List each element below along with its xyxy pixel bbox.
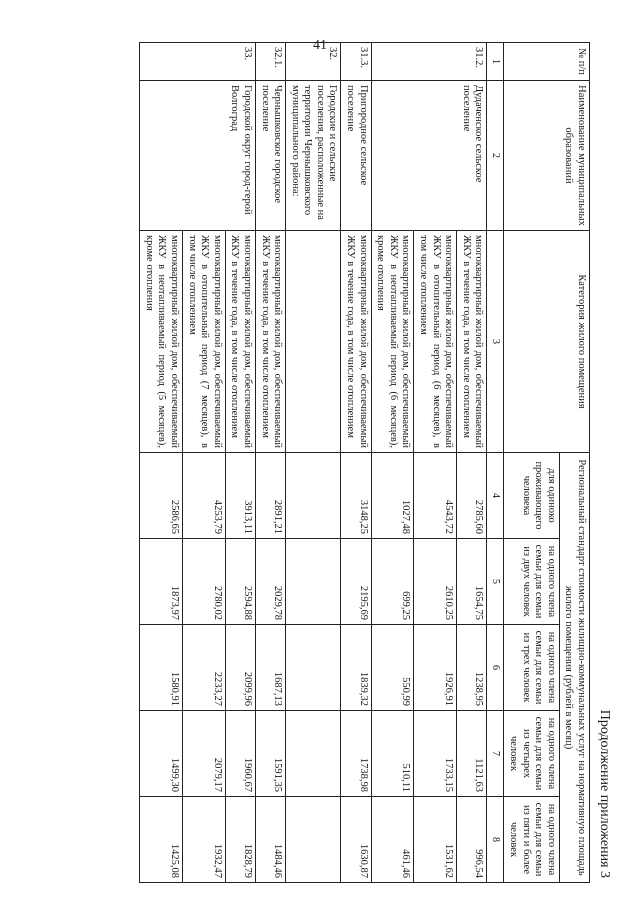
- continuation-note: Продолжение приложения 3: [597, 709, 612, 878]
- value-cell: 2891,21: [255, 453, 285, 539]
- empty-cell: [286, 711, 341, 797]
- value-cell: 1591,35: [255, 711, 285, 797]
- value-cell: 1531,62: [414, 797, 457, 883]
- value-cell: 2233,27: [182, 625, 225, 711]
- category-cell: многоквартирный жилой дом, обеспечиваемый ЖКУ в течение года, в том числе отоплением: [341, 231, 371, 453]
- category-cell: многоквартирный жилой дом, обеспечиваемый ЖКУ в неотапливаемый период (6 месяцев), кроме отопления: [371, 231, 414, 453]
- column-number: 6: [487, 625, 504, 711]
- column-number: 5: [487, 539, 504, 625]
- municipality-name: Городские и сельские поселения, расположенные на территории Чернышковского муниципального района:: [286, 81, 341, 231]
- empty-cell: [286, 797, 341, 883]
- value-cell: 1828,79: [225, 797, 255, 883]
- value-cell: 1425,08: [140, 797, 183, 883]
- value-cell: 461,46: [371, 797, 414, 883]
- empty-cell: [286, 231, 341, 453]
- table-row: [255, 43, 285, 883]
- value-cell: 1238,95: [457, 625, 487, 711]
- value-cell: 1873,97: [140, 539, 183, 625]
- value-cell: 1654,75: [457, 539, 487, 625]
- table-row: [225, 43, 255, 883]
- value-cell: 2780,02: [182, 539, 225, 625]
- column-number-row: [487, 43, 504, 883]
- column-number: 2: [487, 81, 504, 231]
- category-cell: многоквартирный жилой дом, обеспечиваемый ЖКУ в отопительный период (6 месяцев), в том числе отоплением: [414, 231, 457, 453]
- value-cell: 1630,87: [341, 797, 371, 883]
- header-category: Категория жилого помещения: [504, 231, 590, 453]
- header-standard-group: Региональный стандарт стоимости жилищно-коммунальных услуг на нормативную площадь жилого помещения (рублей в месяц): [559, 453, 589, 883]
- value-cell: 1839,32: [341, 625, 371, 711]
- value-cell: 2079,17: [182, 711, 225, 797]
- header-row: [559, 43, 589, 883]
- empty-cell: [286, 539, 341, 625]
- value-cell: 3913,11: [225, 453, 255, 539]
- value-cell: 4543,72: [414, 453, 457, 539]
- value-cell: 2029,78: [255, 539, 285, 625]
- value-cell: 1499,30: [140, 711, 183, 797]
- row-number: 32.: [286, 43, 341, 81]
- category-cell: многоквартирный жилой дом, обеспечиваемый ЖКУ в неотапливаемый период (5 месяцев), кроме отопления: [140, 231, 183, 453]
- value-cell: 1932,47: [182, 797, 225, 883]
- value-cell: 1960,67: [225, 711, 255, 797]
- category-cell: многоквартирный жилой дом, обеспечиваемый ЖКУ в течение года, в том числе отоплением: [255, 231, 285, 453]
- column-number: 7: [487, 711, 504, 797]
- value-cell: 1733,15: [414, 711, 457, 797]
- value-cell: 699,25: [371, 539, 414, 625]
- row-number: 31.3.: [341, 43, 371, 81]
- standards-table: [139, 42, 590, 883]
- row-number: 33.: [140, 43, 256, 81]
- empty-cell: [286, 625, 341, 711]
- category-cell: многоквартирный жилой дом, обеспечиваемый ЖКУ в отопительный период (7 месяцев), в том числе отоплением: [182, 231, 225, 453]
- category-cell: многоквартирный жилой дом, обеспечиваемый ЖКУ в течение года, в том числе отоплением: [457, 231, 487, 453]
- municipality-name: Городской округ город-герой Волгоград: [140, 81, 256, 231]
- value-cell: 1580,91: [140, 625, 183, 711]
- value-cell: 3148,25: [341, 453, 371, 539]
- category-cell: многоквартирный жилой дом, обеспечиваемый ЖКУ в течение года, в том числе отоплением: [225, 231, 255, 453]
- row-number: 31.2.: [371, 43, 487, 81]
- value-cell: 1738,98: [341, 711, 371, 797]
- column-number: 8: [487, 797, 504, 883]
- value-cell: 510,11: [371, 711, 414, 797]
- column-number: 1: [487, 43, 504, 81]
- header-col8: на одного члена семьи для семьи из пяти и более человек: [504, 797, 559, 883]
- header-col5: на одного члена семьи для семьи из двух человек: [504, 539, 559, 625]
- rotated-table-sheet: [12, 42, 612, 882]
- column-number: 4: [487, 453, 504, 539]
- municipality-name: Дудаченское сельское поселение: [371, 81, 487, 231]
- value-cell: 1484,46: [255, 797, 285, 883]
- header-col4: для одиноко проживающего человека: [504, 453, 559, 539]
- header-col7: на одного члена семьи для семьи из четырех человек: [504, 711, 559, 797]
- header-col6: на одного члена семьи для семьи из трех человек: [504, 625, 559, 711]
- value-cell: 4253,79: [182, 453, 225, 539]
- value-cell: 1926,91: [414, 625, 457, 711]
- municipality-name: Пригородное сельское поселение: [341, 81, 371, 231]
- table-row: [457, 43, 487, 883]
- empty-cell: [286, 453, 341, 539]
- value-cell: 550,99: [371, 625, 414, 711]
- value-cell: 2785,60: [457, 453, 487, 539]
- header-num: № п/п: [504, 43, 590, 81]
- value-cell: 2195,69: [341, 539, 371, 625]
- value-cell: 1027,48: [371, 453, 414, 539]
- header-municipality: Наименование муниципальных образований: [504, 81, 590, 231]
- row-number: 32.1.: [255, 43, 285, 81]
- page-number: 41: [313, 38, 327, 53]
- municipality-name: Чернышковское городское поселение: [255, 81, 285, 231]
- value-cell: 2099,96: [225, 625, 255, 711]
- value-cell: 2610,25: [414, 539, 457, 625]
- value-cell: 1687,13: [255, 625, 285, 711]
- value-cell: 2586,65: [140, 453, 183, 539]
- table-row: [286, 43, 341, 883]
- table-row: [341, 43, 371, 883]
- value-cell: 2594,88: [225, 539, 255, 625]
- value-cell: 1121,63: [457, 711, 487, 797]
- value-cell: 996,54: [457, 797, 487, 883]
- column-number: 3: [487, 231, 504, 453]
